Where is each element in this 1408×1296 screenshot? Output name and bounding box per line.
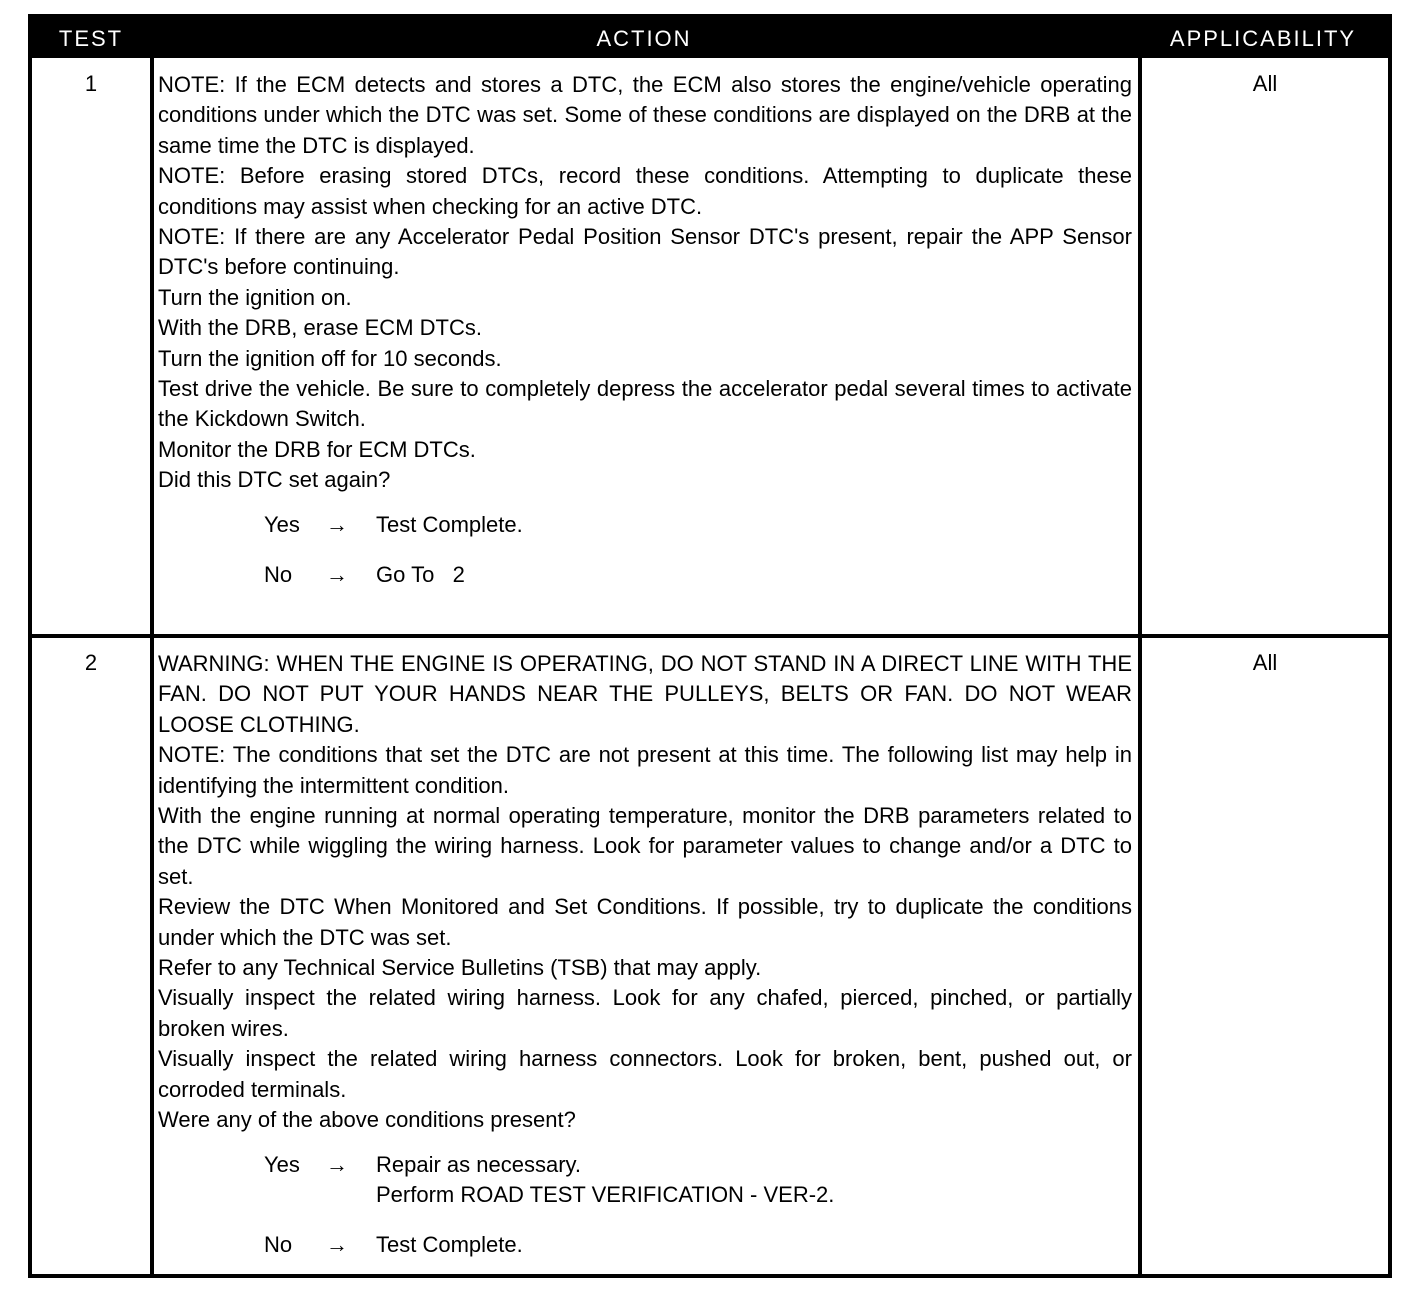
answer-label: Yes — [264, 511, 300, 537]
diagnostic-test-table — [28, 14, 1392, 1278]
test-number: 2 — [84, 650, 98, 675]
action-question: Were any of the above conditions present? — [158, 1107, 576, 1133]
action-line: NOTE: If there are any Accelerator Pedal Position Sensor DTC's present, repair the APP Sensor DTC's before continuing. — [158, 224, 1132, 280]
answer-result-line: Repair as necessary. — [376, 1151, 582, 1177]
header-applicability: APPLICABILITY — [1169, 26, 1357, 51]
action-line: NOTE: Before erasing stored DTCs, record these conditions. Attempting to duplicate these conditions may assist when checking for an active DTC. — [158, 163, 1132, 219]
answer-label: No — [264, 562, 293, 588]
action-warning: WARNING: WHEN THE ENGINE IS OPERATING, DO NOT STAND IN A DIRECT LINE WITH THE FAN. DO NOT PUT YOUR HANDS NEAR THE PULLEYS, BELTS OR FAN. DO NOT WEAR LOOSE CLOTHING. — [158, 651, 1132, 737]
action-line: Refer to any Technical Service Bulletins (TSB) that may apply. — [158, 955, 762, 981]
action-line: Turn the ignition off for 10 seconds. — [158, 345, 502, 371]
answer-result: Go To 2 — [376, 562, 465, 588]
answer-list — [158, 510, 1132, 591]
answer-label: Yes — [264, 1151, 300, 1177]
table-header — [32, 18, 1388, 58]
action-line: Visually inspect the related wiring harness. Look for any chafed, pierced, pinched, or partially broken wires. — [158, 985, 1132, 1041]
answer-no — [158, 560, 1132, 590]
answer-result: Test Complete. — [376, 511, 523, 537]
answer-no — [158, 1230, 1132, 1260]
action-question: Did this DTC set again? — [158, 467, 391, 493]
answer-label: No — [264, 1232, 293, 1258]
header-test: TEST — [58, 26, 124, 51]
header-action: ACTION — [596, 26, 692, 51]
test-number: 1 — [84, 71, 98, 96]
right-arrow-icon: → — [326, 562, 348, 588]
action-line: Visually inspect the related wiring harness connectors. Look for broken, bent, pushed out, or corroded terminals. — [158, 1046, 1132, 1102]
test-action — [158, 649, 1132, 1281]
action-line: NOTE: The conditions that set the DTC are not present at this time. The following list may help in identifying the intermittent condition. — [158, 742, 1132, 798]
right-arrow-icon: → — [326, 1151, 348, 1177]
answer-list — [158, 1150, 1132, 1261]
action-line: With the DRB, erase ECM DTCs. — [158, 315, 482, 341]
right-arrow-icon: → — [326, 511, 348, 537]
test-applicability: All — [1252, 650, 1278, 675]
action-line: Test drive the vehicle. Be sure to completely depress the accelerator pedal several times to activate the Kickdown Switch. — [158, 376, 1132, 432]
right-arrow-icon: → — [326, 1232, 348, 1258]
answer-yes — [158, 1150, 1132, 1211]
answer-yes — [158, 510, 1132, 540]
action-line: NOTE: If the ECM detects and stores a DTC, the ECM also stores the engine/vehicle operating conditions under which the DTC was set. Some of these conditions are displayed on the DRB at the same time the DTC is displayed. — [158, 72, 1132, 158]
answer-result — [376, 1150, 834, 1211]
row-divider — [32, 634, 1388, 638]
test-applicability: All — [1252, 71, 1278, 96]
test-action — [158, 70, 1132, 610]
action-line: With the engine running at normal operating temperature, monitor the DRB parameters related to the DTC while wiggling the wiring harness. Look for parameter values to change and/or a DTC to set. — [158, 803, 1132, 889]
column-divider — [150, 58, 154, 1274]
answer-result-line: Perform ROAD TEST VERIFICATION - VER-2. — [376, 1181, 835, 1207]
action-line: Monitor the DRB for ECM DTCs. — [158, 436, 476, 462]
answer-result: Test Complete. — [376, 1232, 523, 1258]
action-line: Turn the ignition on. — [158, 284, 352, 310]
action-line: Review the DTC When Monitored and Set Conditions. If possible, try to duplicate the conditions under which the DTC was set. — [158, 894, 1132, 950]
